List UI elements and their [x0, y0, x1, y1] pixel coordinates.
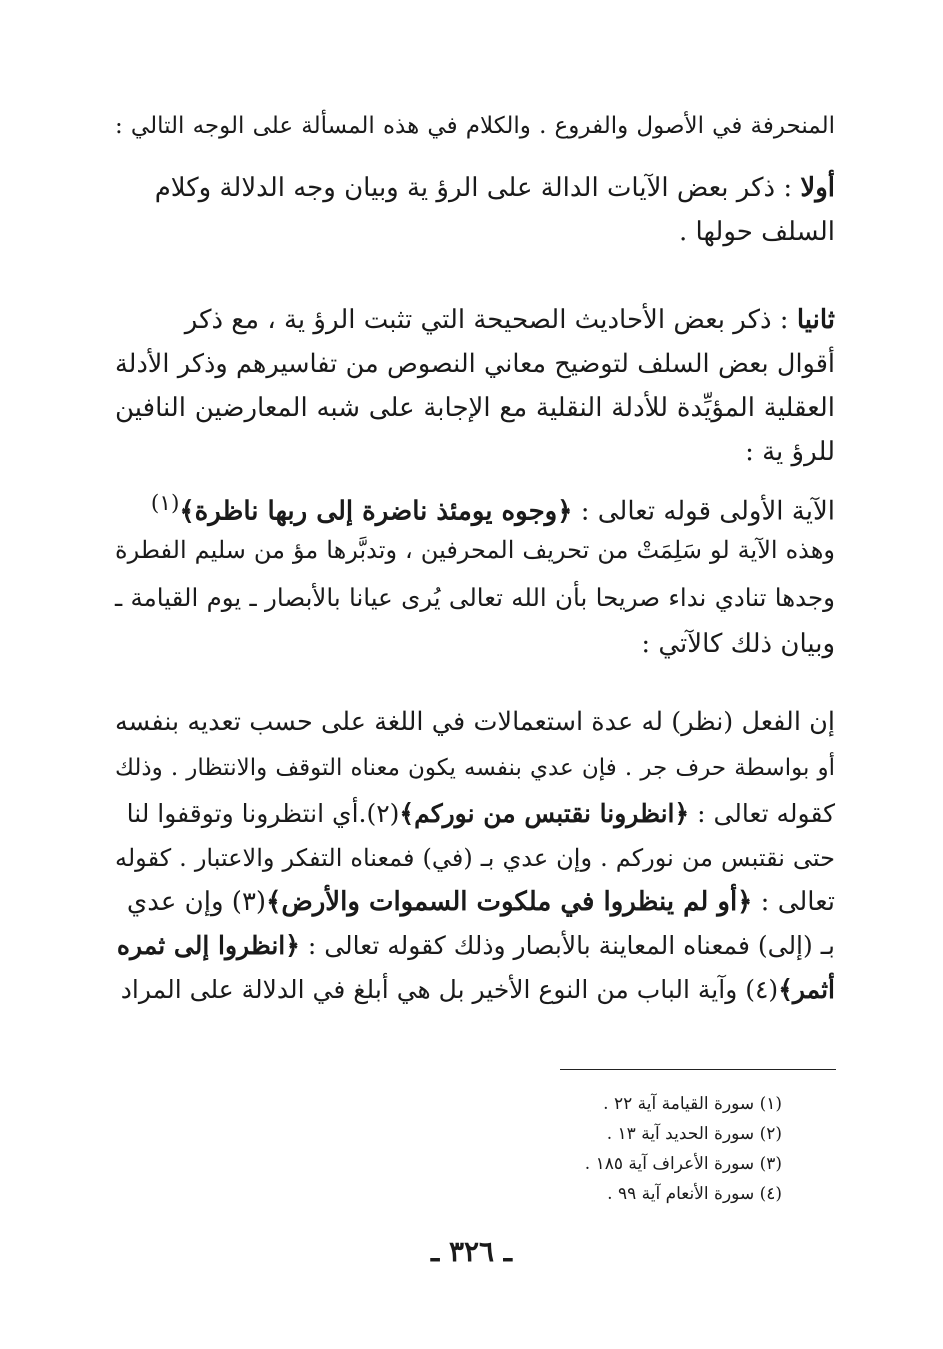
text-run: : ذكر بعض الآيات الدالة على الرؤ ية وبيان وجه الدلالة وكلام: [154, 173, 801, 203]
text-run: (٣) وإن عدي: [126, 887, 267, 917]
text-line: [115, 966, 835, 1014]
text-line: وهذه الآية لو سَلِمَتْ من تحريف المحرفين ، وتدبَّرها مؤ من سليم الفطرة: [115, 536, 835, 564]
text-line: للرؤ ية :: [745, 437, 835, 467]
quran-verse: ﴿أو لم ينظروا في ملكوت السموات والأرض﴾: [266, 887, 753, 917]
text-line: المنحرفة في الأصول والفروع . والكلام في هذه المسألة على الوجه التالي :: [115, 113, 835, 139]
text-line: [115, 922, 835, 970]
quran-verse: ﴿انظروا إلى ثمره: [116, 931, 300, 960]
text-line: وبيان ذلك كالآتي :: [641, 629, 835, 659]
text-line: إن الفعل (نظر) له عدة استعمالات في اللغة على حسب تعديه بنفسه: [115, 707, 835, 737]
footnote-divider: [560, 1069, 836, 1070]
text-run: (٤) وآية الباب من النوع الأخير بل هي أبلغ في الدلالة على المراد: [120, 975, 779, 1004]
text-run: (٢).أي انتظرونا وتوقفوا لنا: [126, 799, 400, 828]
text-line: وجدها تنادي نداء صريحا بأن الله تعالى يُرى عيانا بالأبصار ـ يوم القيامة ـ: [115, 583, 835, 612]
quran-verse: ﴿انظرونا نقتبس من نوركم﴾: [399, 799, 690, 828]
text-line: حتى نقتبس من نوركم . وإن عدي بـ (في) فمعناه التفكر والاعتبار . كقوله: [115, 844, 835, 872]
footnote: (٤) سورة الأنعام آية ٩٩ .: [607, 1184, 782, 1204]
quran-verse: ﴿وجوه يومئذ ناضرة إلى ربها ناظرة﴾: [179, 496, 573, 527]
footnote: (٣) سورة الأعراف آية ١٨٥ .: [584, 1154, 782, 1174]
text-line: [115, 790, 835, 838]
text-run: تعالى :: [752, 887, 835, 917]
text-run: كقوله تعالى :: [689, 799, 835, 828]
text-run: الآية الأولى قوله تعالى :: [572, 496, 835, 527]
text-line: السلف حولها .: [679, 217, 835, 247]
text-run: بـ (إلى) فمعناه المعاينة بالأبصار وذلك كقوله تعالى :: [299, 931, 835, 960]
text-line: العقلية المؤيِّدة للأدلة النقلية مع الإجابة على شبه المعارضين النافين: [115, 393, 835, 423]
text-line: أقوال بعض السلف لتوضيح معاني النصوص من تفاسيرهم وذكر الأدلة: [115, 349, 835, 379]
text-run: : ذكر بعض الأحاديث الصحيحة التي تثبت الرؤ ية ، مع ذكر: [184, 305, 797, 335]
footnote: (٢) سورة الحديد آية ١٣ .: [606, 1124, 782, 1144]
footnote-ref: (١): [150, 491, 180, 516]
text-line: [115, 878, 835, 926]
quran-verse: أثمر﴾: [778, 975, 835, 1004]
text-line: أو بواسطة حرف جر . فإن عدي بنفسه يكون معناه التوقف والانتظار . وذلك: [115, 755, 835, 781]
page-number: ـ ٣٢٦ ـ: [430, 1235, 513, 1268]
footnote: (١) سورة القيامة آية ٢٢ .: [603, 1094, 782, 1114]
section-heading: ثانيا: [796, 305, 835, 335]
text-line: [115, 164, 835, 212]
text-line: [115, 296, 835, 344]
section-heading: أولا: [800, 173, 835, 203]
